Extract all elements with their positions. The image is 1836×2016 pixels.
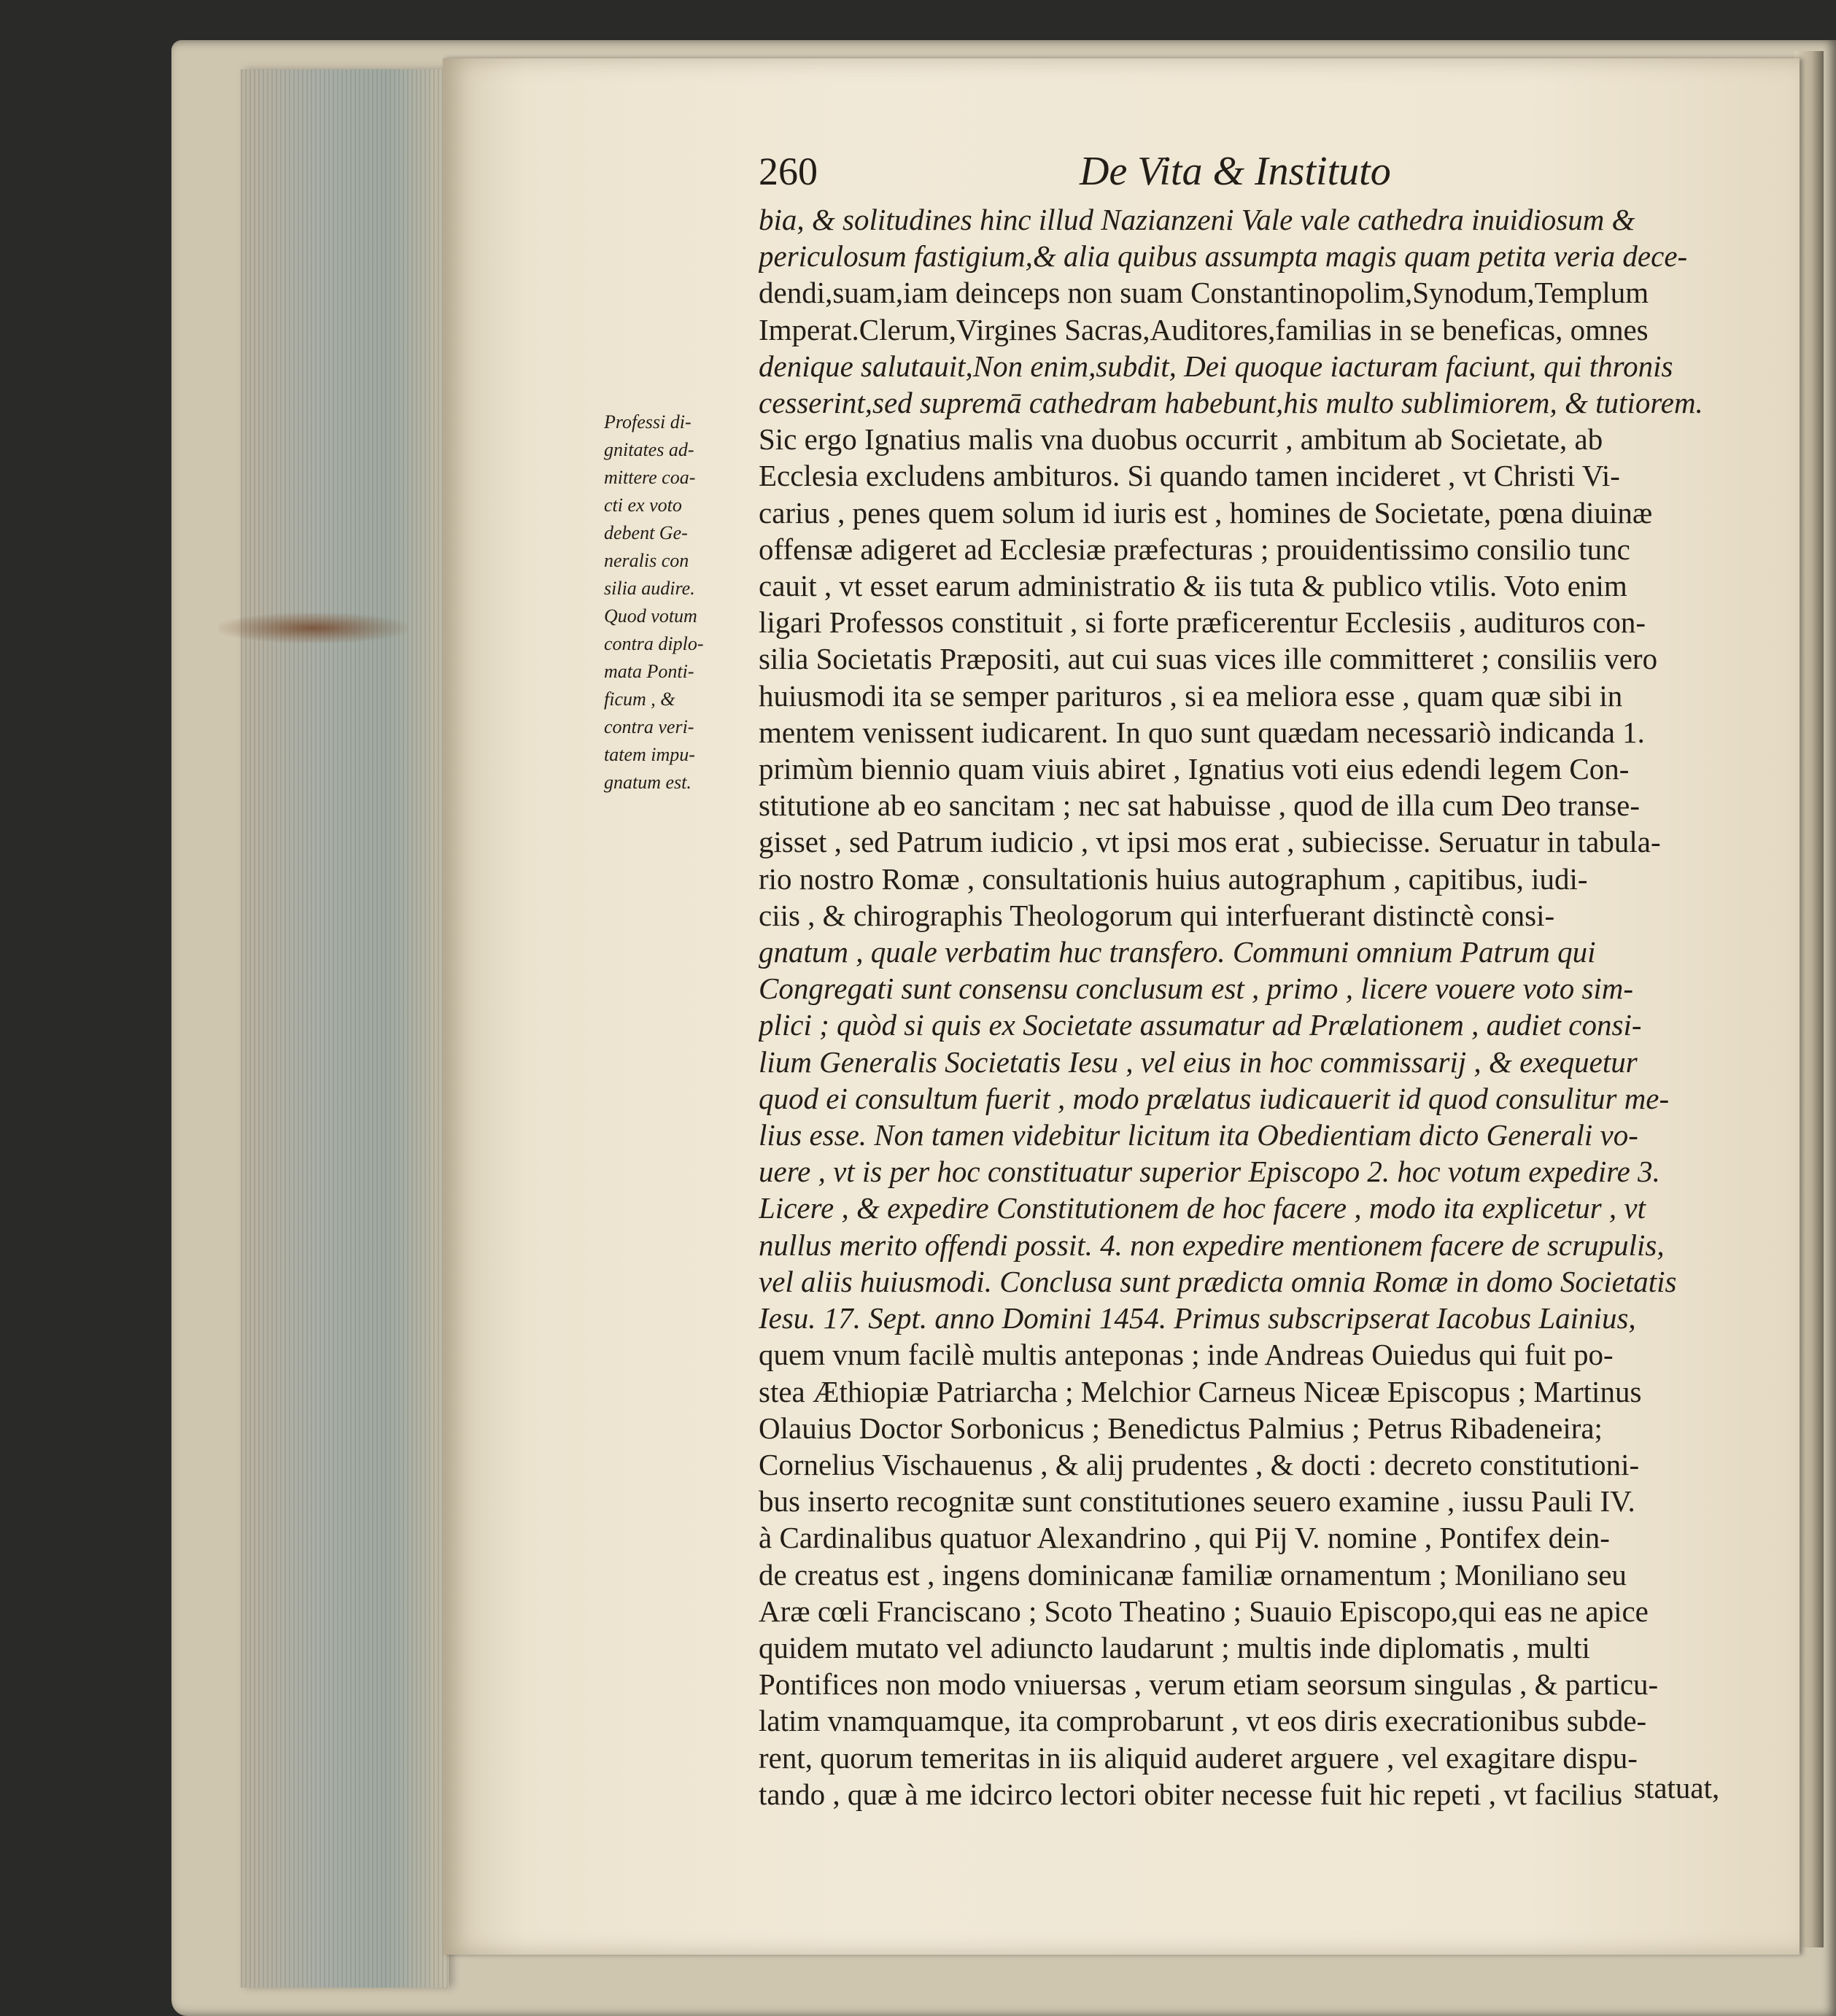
text-line: rio nostro Romæ , consultationis huius autographum , capitibus, iudi- — [759, 861, 1588, 896]
margin-note-line: gnitates ad- — [604, 439, 694, 460]
text-line: Licere , & expedire Constitutionem de hoc facere , modo ita explicetur , vt — [759, 1191, 1646, 1225]
text-line: Sic ergo Ignatius malis vna duobus occurrit , ambitum ab Societate, ab — [759, 422, 1603, 457]
margin-note — [604, 408, 743, 796]
text-line: Congregati sunt consensu conclusum est , primo , licere vouere voto sim- — [759, 972, 1634, 1006]
margin-note-line: neralis con — [604, 550, 689, 571]
margin-note-line: silia audire. — [604, 578, 695, 599]
text-line: Pontifices non modo vniuersas , verum etiam seorsum singulas , & particu- — [759, 1667, 1659, 1702]
margin-note-line: cti ex voto — [604, 495, 682, 516]
text-line: carius , penes quem solum id iuris est , homines de Societate, pœna diuinæ — [759, 495, 1653, 530]
text-line: primùm biennio quam viuis abiret , Ignatius voti eius edendi legem Con- — [759, 752, 1630, 786]
stain — [219, 613, 408, 643]
text-line: gnatum , quale verbatim huc transfero. Communi omnium Patrum qui — [759, 935, 1596, 969]
running-title: De Vita & Instituto — [1080, 149, 1391, 194]
page-edges — [241, 69, 449, 1988]
margin-note-line: contra veri- — [604, 716, 694, 737]
margin-note-line: gnatum est. — [604, 772, 692, 793]
margin-note-line: Professi di- — [604, 411, 692, 433]
text-line: ligari Professos constituit , si forte præficerentur Ecclesiis , audituros con- — [759, 605, 1646, 640]
text-line: latim vnamquamque, ita comprobarunt , vt eos diris execrationibus subde- — [759, 1704, 1647, 1738]
margin-note-line: Quod votum — [604, 605, 697, 627]
text-line: silia Societatis Præpositi, aut cui suas vices ille committeret ; consiliis vero — [759, 642, 1658, 676]
margin-note-line: tatem impu- — [604, 744, 695, 765]
text-line: Olauius Doctor Sorbonicus ; Benedictus Palmius ; Petrus Ribadeneira; — [759, 1411, 1603, 1445]
text-line: nullus merito offendi possit. 4. non expedire mentionem facere de scrupulis, — [759, 1228, 1665, 1262]
body-text — [759, 201, 1745, 1813]
text-line: lius esse. Non tamen videbitur licitum ita Obedientiam dicto Generali vo- — [759, 1118, 1638, 1152]
text-line: offensæ adigeret ad Ecclesiæ præfecturas ; prouidentissimo consilio tunc — [759, 532, 1630, 566]
text-line: Aræ cœli Franciscano ; Scoto Theatino ; Suauio Episcopo,qui eas ne apice — [759, 1594, 1649, 1628]
text-line: stea Æthiopiæ Patriarcha ; Melchior Carneus Niceæ Episcopus ; Martinus — [759, 1374, 1642, 1408]
text-line: uere , vt is per hoc constituatur superior Episcopo 2. hoc votum expedire 3. — [759, 1155, 1660, 1189]
text-line: Iesu. 17. Sept. anno Domini 1454. Primus subscripserat Iacobus Lainius, — [759, 1301, 1636, 1335]
text-line: lium Generalis Societatis Iesu , vel eius in hoc commissarij , & exequetur — [759, 1044, 1638, 1079]
margin-note-line: ficum , & — [604, 689, 675, 710]
text-line: stitutione ab eo sancitam ; nec sat habuisse , quod de illa cum Deo transe- — [759, 788, 1641, 823]
margin-note-line: mata Ponti- — [604, 661, 694, 682]
text-line: plici ; quòd si quis ex Societate assumatur ad Prælationem , audiet consi- — [759, 1008, 1642, 1042]
text-line: Cornelius Vischauenus , & alij prudentes , & docti : decreto constitutioni- — [759, 1447, 1640, 1481]
text-line: tando , quæ à me idcirco lectori obiter necesse fuit hic repeti , vt facilius — [759, 1777, 1623, 1811]
catchword: statuat, — [1634, 1771, 1720, 1804]
text-line: periculosum fastigium,& alia quibus assumpta magis quam petita veria dece- — [759, 239, 1688, 274]
margin-note-line: mittere coa- — [604, 467, 696, 488]
running-head — [759, 146, 1751, 197]
text-line: Imperat.Clerum,Virgines Sacras,Auditores,familias in se beneficas, omnes — [759, 312, 1649, 346]
text-line: bus inserto recognitæ sunt constitutiones seuero examine , iussu Pauli IV. — [759, 1484, 1635, 1519]
text-line: cauit , vt esset earum administratio & iis tuta & publico vtilis. Voto enim — [759, 569, 1627, 603]
text-line: quod ei consultum fuerit , modo prælatus iudicauerit id quod consulitur me- — [759, 1081, 1670, 1115]
text-line: huiusmodi ita se semper parituros , si ea meliora esse , quam quæ sibi in — [759, 678, 1623, 713]
text-line: mentem venissent iudicarent. In quo sunt quædam necessariò indicanda 1. — [759, 715, 1645, 749]
text-line: bia, & solitudines hinc illud Nazianzeni Vale vale cathedra inuidiosum & — [759, 203, 1635, 236]
text-line: quem vnum facilè multis anteponas ; inde Andreas Ouiedus qui fuit po- — [759, 1338, 1614, 1372]
text-line: vel aliis huiusmodi. Conclusa sunt prædicta omnia Romæ in domo Societatis — [759, 1264, 1677, 1298]
text-line: denique salutauit,Non enim,subdit, Dei quoque iacturam faciunt, qui thronis — [759, 349, 1673, 383]
text-line: gisset , sed Patrum iudicio , vt ipsi mos erat , subiecisse. Seruatur in tabula- — [759, 825, 1661, 859]
text-line: de creatus est , ingens dominicanæ familiæ ornamentum ; Moniliano seu — [759, 1557, 1627, 1592]
text-line: à Cardinalibus quatuor Alexandrino , qui Pij V. nomine , Pontifex dein- — [759, 1521, 1610, 1555]
text-line: rent, quorum temeritas in iis aliquid auderet arguere , vel exagitare dispu- — [759, 1740, 1638, 1775]
page-number: 260 — [759, 150, 818, 193]
text-line: Ecclesia excludens ambituros. Si quando tamen incideret , vt Christi Vi- — [759, 459, 1620, 493]
text-line: dendi,suam,iam deinceps non suam Constantinopolim,Synodum,Templum — [759, 276, 1649, 310]
text-line: quidem mutato vel adiuncto laudarunt ; multis inde diplomatis , multi — [759, 1630, 1590, 1664]
margin-note-line: contra diplo- — [604, 633, 704, 654]
text-line: ciis , & chirographis Theologorum qui interfuerant distinctè consi- — [759, 898, 1555, 932]
text-line: cesserint,sed supremā cathedram habebunt,his multo sublimiorem, & tutiorem. — [759, 386, 1703, 420]
margin-note-line: debent Ge- — [604, 522, 688, 543]
